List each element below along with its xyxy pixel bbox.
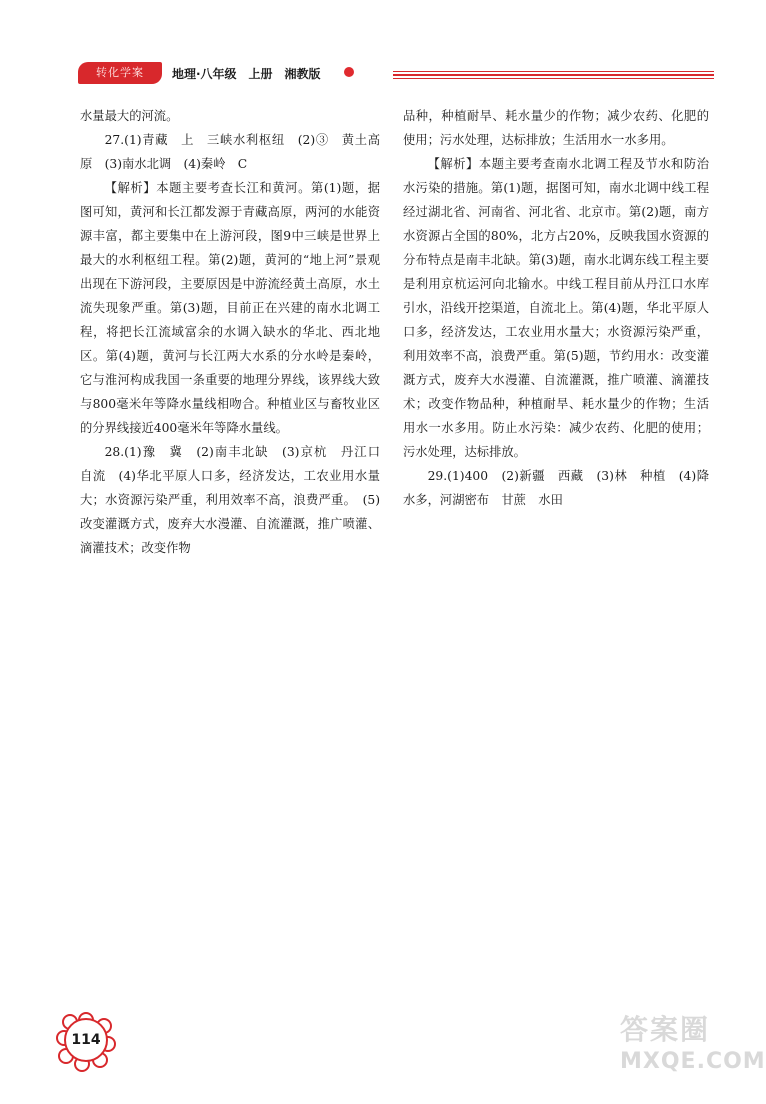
header-red-dot xyxy=(344,67,354,77)
watermark xyxy=(620,1012,766,1092)
paragraph: 27.(1)青藏 上 三峡水利枢纽 (2)③ 黄土高原 (3)南水北调 (4)秦岭 C xyxy=(80,133,380,171)
paragraph: 【解析】本题主要考查长江和黄河。第(1)题，据图可知，黄河和长江都发源于青藏高原，两河的水能资源丰富，都主要集中在上游河段，图9中三峡是世界上最大的水利枢纽工程。第(2)题，黄河的“地上河”景观出现在下游河段，主要原因是中游流经黄土高原，水土流失现象严重。第(3)题，目前正在兴建的南水北调工程，将把长江流域富余的水调入缺水的华北、西北地区。第(4)题，黄河与长江两大水系的分水岭是秦岭，它与淮河构成我国一条重要的地理分界线，该界线大致与800毫米年等降水量线相吻合。种植业区与畜牧业区的分界线接近400毫米年等降水量线。 xyxy=(80,181,380,435)
header-subject: 地理·八年级 上册 湘教版 xyxy=(172,67,321,81)
watermark-logo-text: 答案圈 xyxy=(620,1013,711,1046)
left-column xyxy=(80,104,393,560)
right-column xyxy=(403,104,709,512)
paragraph: 【解析】本题主要考查南水北调工程及节水和防治水污染的措施。第(1)题，据图可知，南水北调中线工程经过湖北省、河南省、河北省、北京市。第(2)题，南方水资源占全国的80%，北方占20%，反映我国水资源的分布特点是南丰北缺。第(3)题，南水北调东线工程主要是利用京杭运河向北输水。中线工程目前从丹江口水库引水，沿线开挖渠道，自流北上。第(4)题，华北平原人口多，经济发达，工农业用水量大；水资源污染严重，利用效率不高，浪费严重。第(5)题，节约用水：改变灌溉方式，废弃大水漫灌、自流灌溉，推广喷灌、滴灌技术；改变作物品种，种植耐旱、耗水量少的作物；生活用水一水多用。防止水污染：减少农药、化肥的使用；污水处理，达标排放。 xyxy=(403,157,709,459)
paragraph: 29.(1)400 (2)新疆 西藏 (3)林 种植 (4)降水多，河湖密布 甘蔗 水田 xyxy=(403,469,709,507)
header-rule-lines xyxy=(393,71,714,81)
watermark-url: MXQE.COM xyxy=(620,1049,766,1074)
paragraph: 品种，种植耐旱、耗水量少的作物；减少农药、化肥的使用；污水处理，达标排放；生活用水一水多用。 xyxy=(403,109,709,147)
paragraph: 水量最大的河流。 xyxy=(80,109,179,123)
page-header xyxy=(78,58,714,88)
paragraph: 28.(1)豫 冀 (2)南丰北缺 (3)京杭 丹江口 自流 (4)华北平原人口多，经济发达，工农业用水量大；水资源污染严重，利用效率不高，浪费严重。 (5)改变灌溉方式，废弃大水漫灌、自流灌溉，推广喷灌、滴灌技术；改变作物 xyxy=(80,445,393,555)
page-number: 114 xyxy=(64,1018,108,1062)
brand-badge: 转化学案 xyxy=(78,62,162,84)
